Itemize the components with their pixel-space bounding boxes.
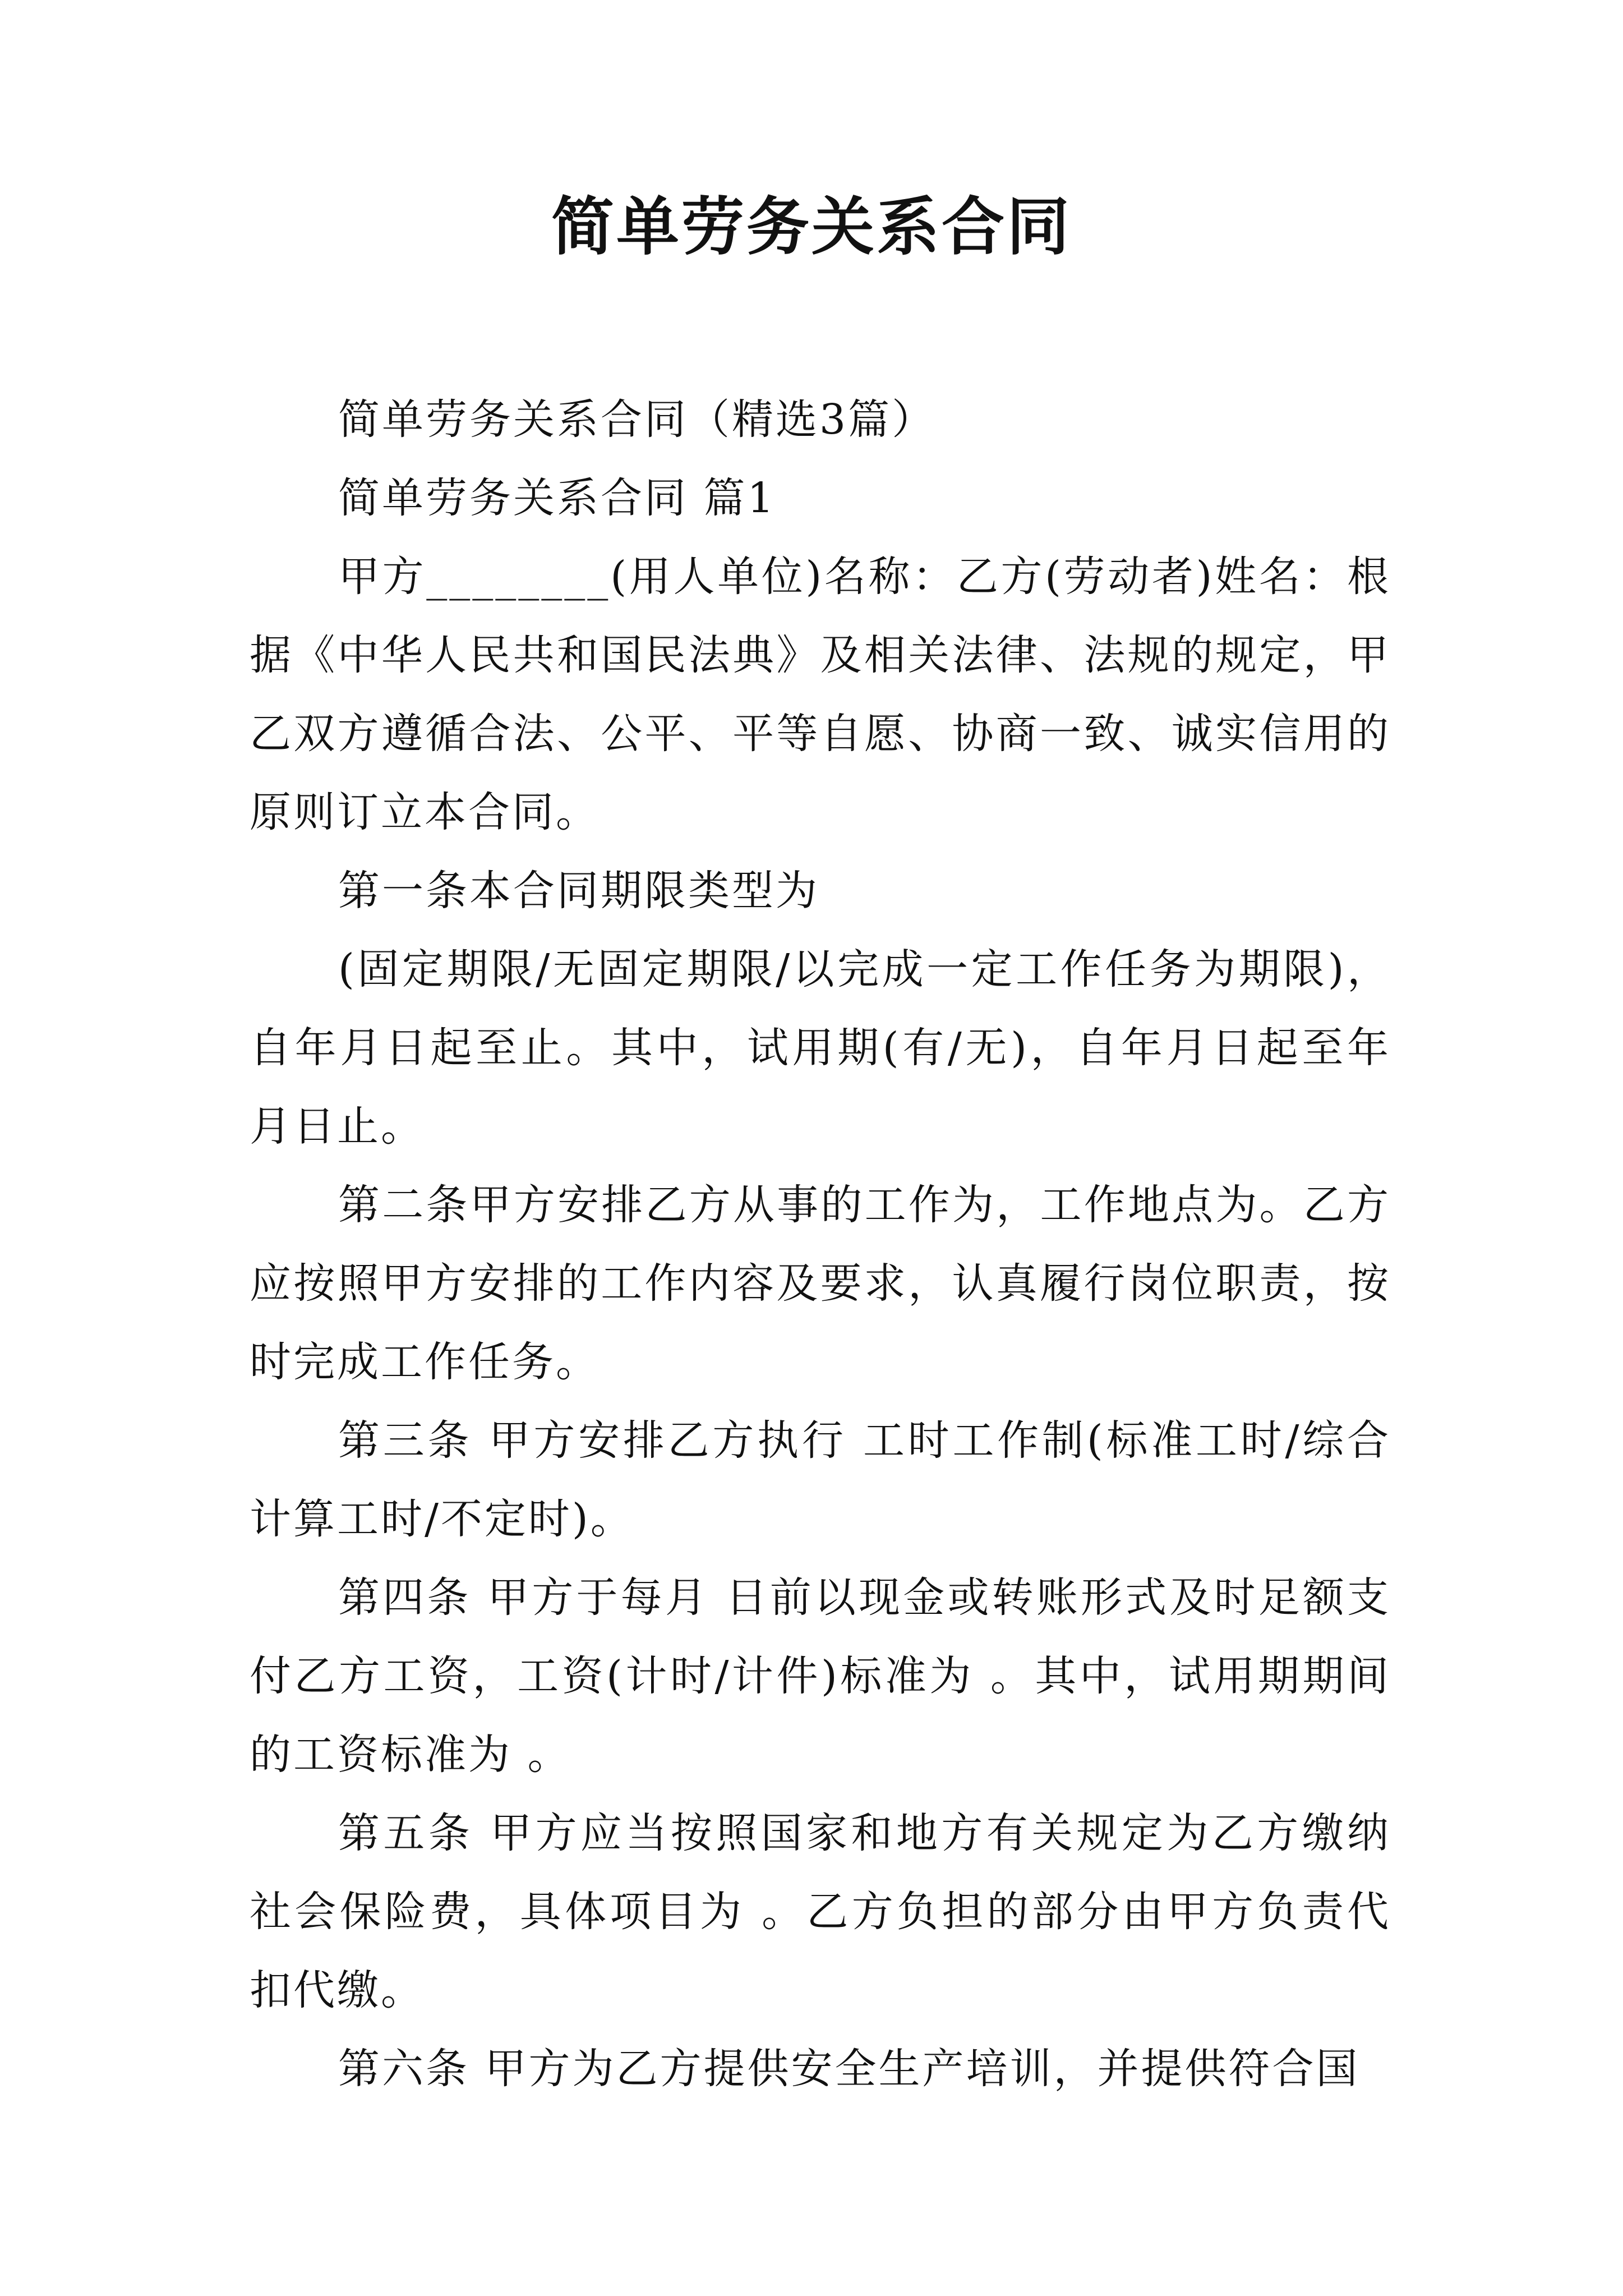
doc-subtitle: 简单劳务关系合同（精选3篇） <box>338 395 936 444</box>
paragraph-article-3: 第三条 甲方安排乙方执行 工时工作制(标准工时/综合计算工时/不定时)。 <box>250 1416 1391 1543</box>
paragraph-preamble: 甲方________(用人单位)名称：乙方(劳动者)姓名：根据《中华人民共和国民法典》及相关法律、法规的规定，甲乙双方遵循合法、公平、平等自愿、协商一致、诚实信用的原则订立本合同。 <box>250 553 1391 836</box>
document-title: 简单劳务关系合同 <box>551 191 1072 264</box>
paragraph-article-5: 第五条 甲方应当按照国家和地方有关规定为乙方缴纳社会保险费，具体项目为 。乙方负担的部分由甲方负责代扣代缴。 <box>250 1809 1391 2014</box>
document-body <box>250 380 1391 2108</box>
paragraph-article-2: 第二条甲方安排乙方从事的工作为，工作地点为。乙方应按照甲方安排的工作内容及要求，认真履行岗位职责，按时完成工作任务。 <box>250 1181 1391 1386</box>
paragraph-article-1: 第一条本合同期限类型为 <box>338 867 819 915</box>
paragraph-article-1-detail: (固定期限/无固定期限/以完成一定工作任务为期限)，自年月日起至止。其中，试用期(有/无)，自年月日起至年月日止。 <box>250 945 1391 1151</box>
paragraph-article-4: 第四条 甲方于每月 日前以现金或转账形式及时足额支付乙方工资，工资(计时/计件)标准为 。其中，试用期期间的工资标准为 。 <box>250 1573 1391 1779</box>
section-heading: 简单劳务关系合同 篇1 <box>338 474 776 522</box>
paragraph-article-6: 第六条 甲方为乙方提供安全生产培训，并提供符合国 <box>338 2045 1360 2093</box>
